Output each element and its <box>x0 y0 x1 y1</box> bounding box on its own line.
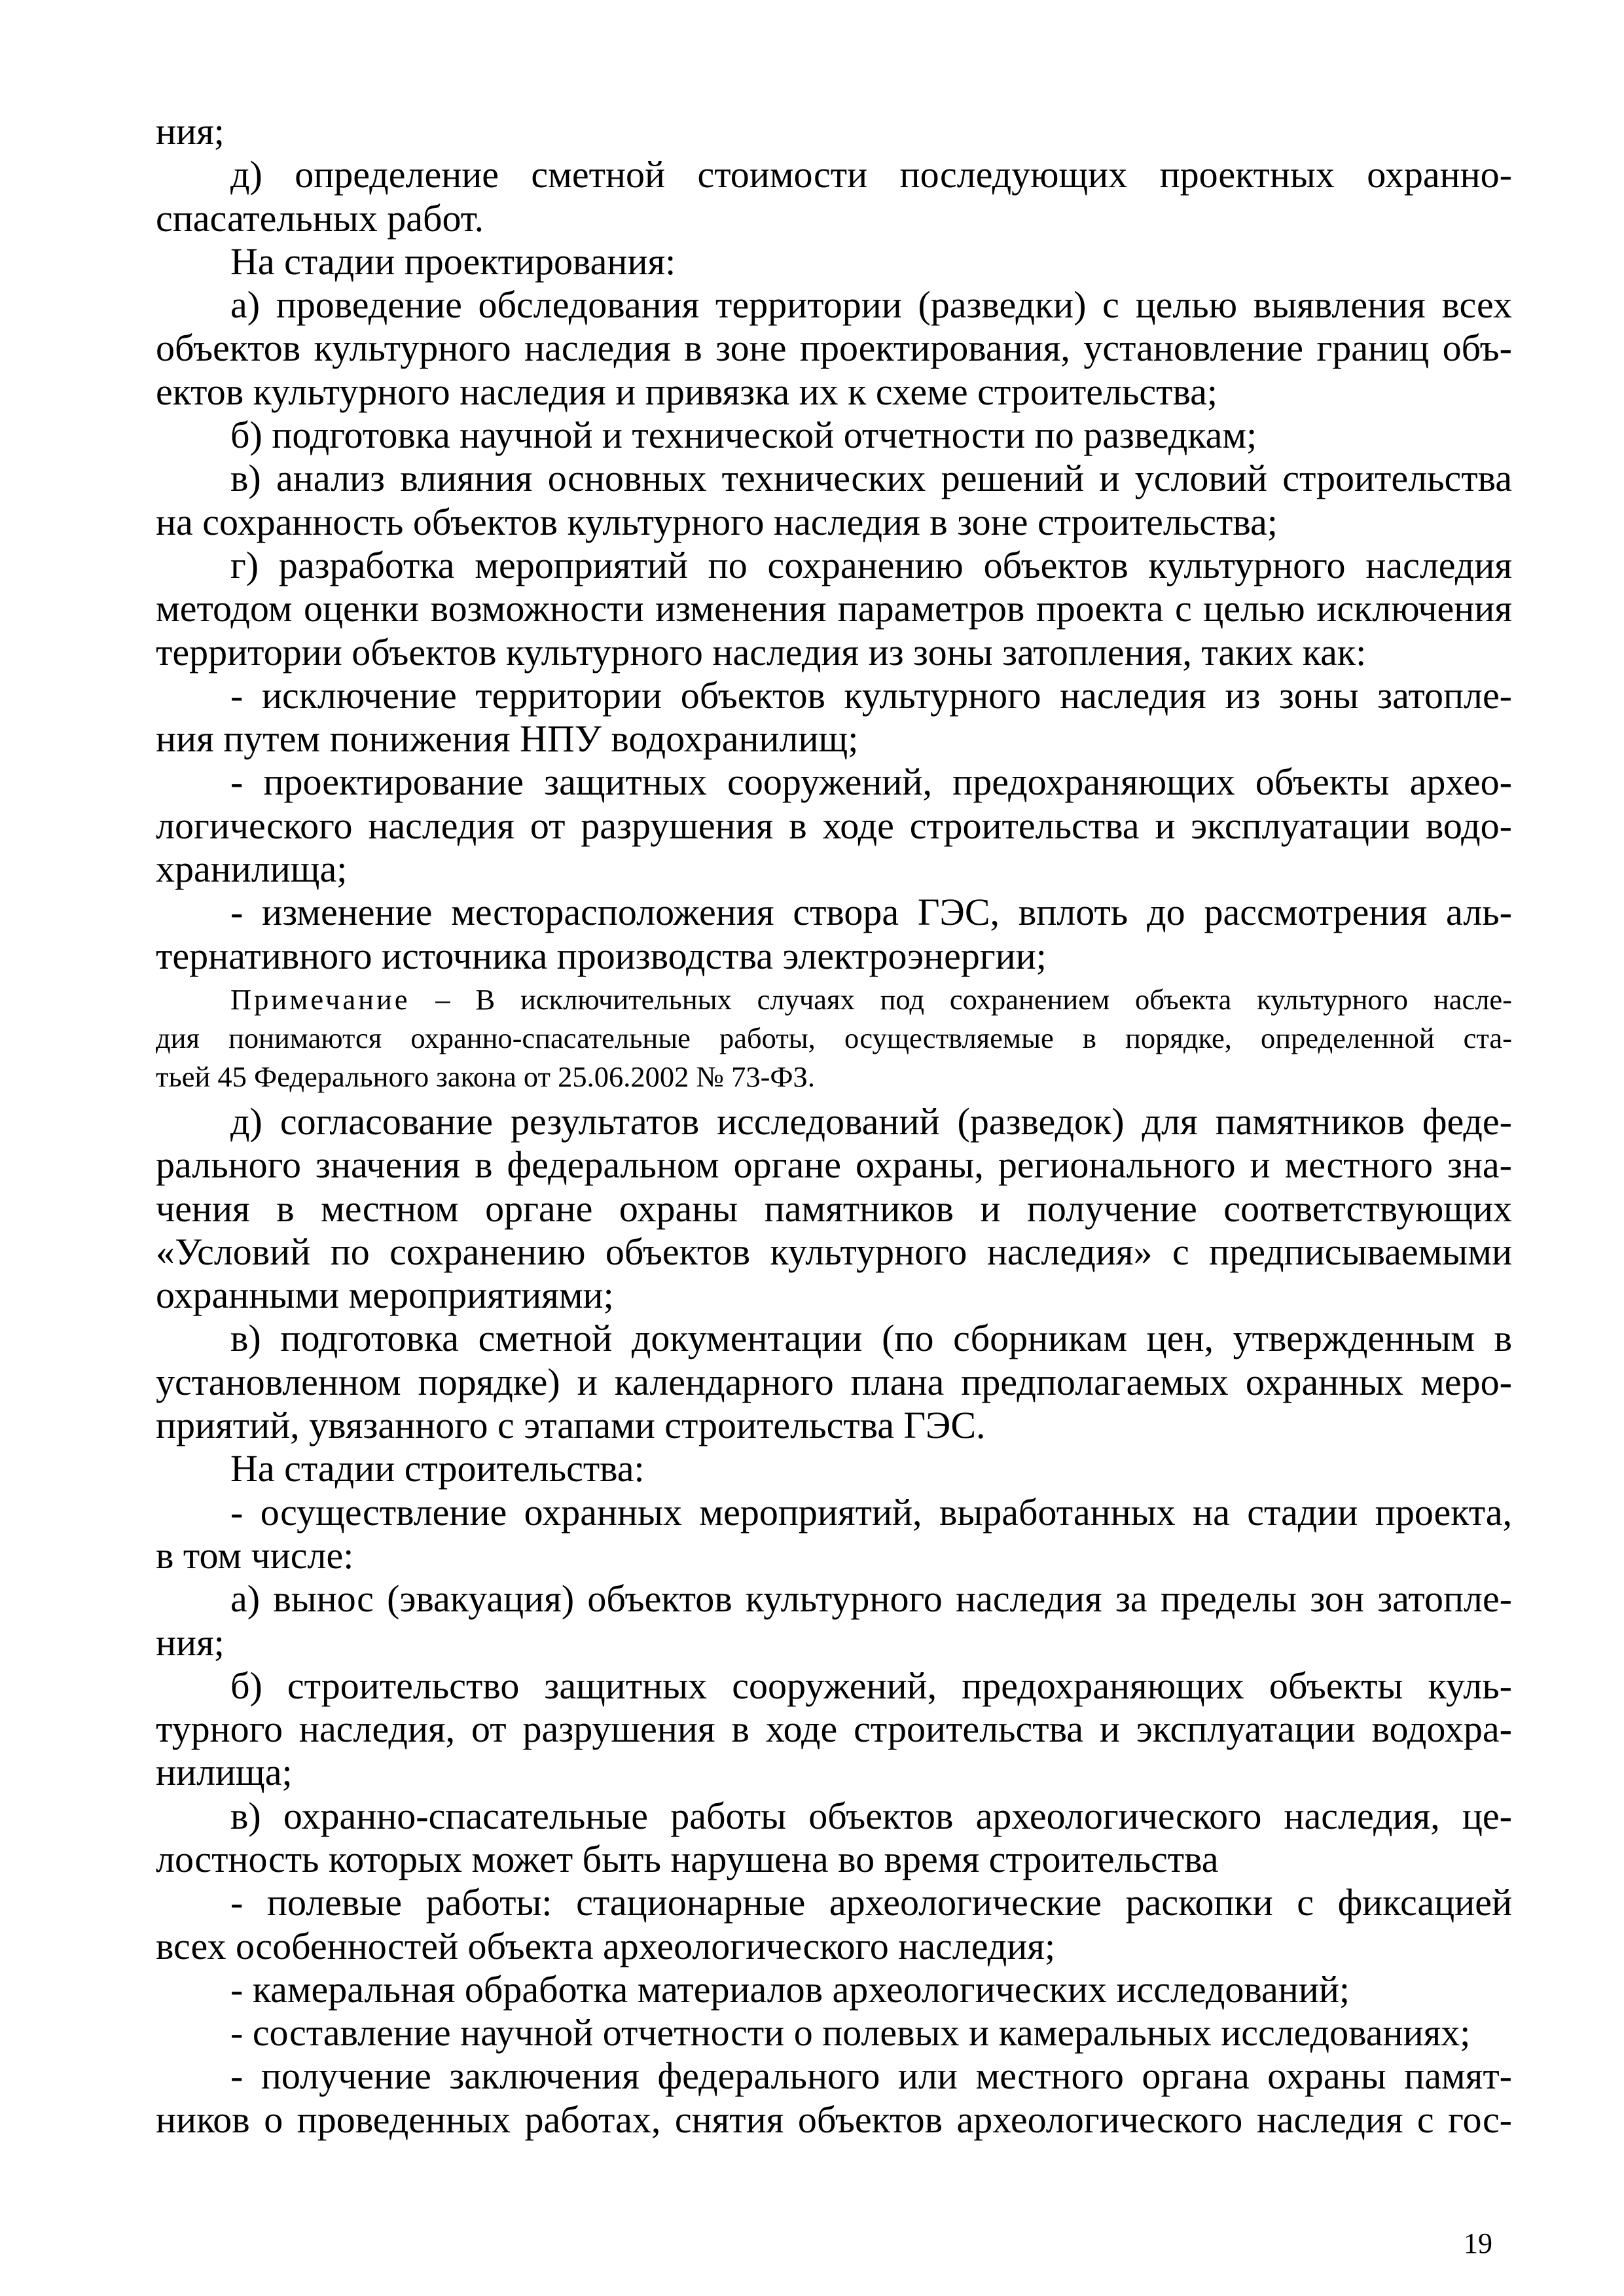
list-item: - проектирование защитных сооружений, предохраняющих объекты архео- <box>230 761 1512 804</box>
text-line: в том числе: <box>156 1534 354 1577</box>
list-item: - получение заключения федерального или местного органа охраны памят- <box>230 2054 1512 2098</box>
text-line: рального значения в федеральном органе охраны, регионального и местного зна- <box>156 1143 1512 1187</box>
text-line: «Условий по сохранению объектов культурного наследия» с предписываемыми <box>156 1230 1512 1273</box>
note-line: тьей 45 Федерального закона от 25.06.2002 № 73-ФЗ. <box>156 1060 815 1093</box>
text-block-before-note <box>156 110 1512 978</box>
text-line: территории объектов культурного наследия из зоны затопления, таких как: <box>156 630 1367 673</box>
text-line: г) разработка мероприятий по сохранению объектов культурного наследия <box>230 543 1512 586</box>
text-line: хранилища; <box>156 848 348 891</box>
text-line: ния путем понижения НПУ водохранилищ; <box>156 717 859 761</box>
list-item: - осуществление охранных мероприятий, выработанных на стадии проекта, <box>230 1490 1512 1534</box>
note-label: Примечание <box>230 982 410 1016</box>
text-line: а) вынос (эвакуация) объектов культурного наследия за пределы зон затопле- <box>230 1577 1512 1621</box>
section-heading-design-stage: На стадии проектирования: <box>230 240 676 283</box>
note-text: – В исключительных случаях под сохранением объекта культурного насле- <box>410 982 1512 1016</box>
text-line: б) строительство защитных сооружений, предохраняющих объекты куль- <box>230 1664 1512 1707</box>
list-item: - полевые работы: стационарные археологические раскопки с фиксацией <box>230 1881 1512 1924</box>
text-line: тернативного источника производства электроэнергии; <box>156 934 1047 977</box>
text-line: методом оценки возможности изменения параметров проекта с целью исключения <box>156 587 1512 630</box>
text-line: в) охранно-спасательные работы объектов археологического наследия, це- <box>230 1794 1512 1837</box>
text-line: логического наследия от разрушения в ходе строительства и эксплуатации водо- <box>156 804 1512 847</box>
text-line: турного наследия, от разрушения в ходе строительства и эксплуатации водохра- <box>156 1708 1512 1751</box>
page-body <box>156 110 1512 2142</box>
text-line: а) проведение обследования территории (разведки) с целью выявления всех <box>230 283 1512 327</box>
text-line: объектов культурного наследия в зоне проектирования, установление границ объ- <box>156 327 1512 370</box>
section-heading-construction-stage: На стадии строительства: <box>230 1447 645 1490</box>
text-line: спасательных работ. <box>156 196 484 240</box>
text-line: на сохранность объектов культурного наследия в зоне строительства; <box>156 500 1278 543</box>
list-item: - составление научной отчетности о полевых и камеральных исследованиях; <box>230 2011 1471 2054</box>
list-item: - камеральная обработка материалов археологических исследований; <box>230 1967 1350 2011</box>
text-line: нилища; <box>156 1751 293 1794</box>
text-line: установленном порядке) и календарного плана предполагаемых охранных меро- <box>156 1360 1512 1403</box>
text-block-after-note <box>156 1100 1512 2142</box>
text-line: лостность которых может быть нарушена во время строительства <box>156 1837 1219 1880</box>
text-line: чения в местном органе охраны памятников и получение соответствующих <box>156 1187 1512 1230</box>
text-line: всех особенностей объекта археологического наследия; <box>156 1924 1056 1967</box>
text-line: в) анализ влияния основных технических решений и условий строительства <box>230 457 1512 500</box>
text-line: б) подготовка научной и технической отчетности по разведкам; <box>230 414 1257 457</box>
text-line: ектов культурного наследия и привязка их к схеме строительства; <box>156 370 1218 413</box>
note-line <box>156 980 1512 1019</box>
text-line: д) определение сметной стоимости последующих проектных охранно- <box>230 153 1512 196</box>
list-item: - исключение территории объектов культурного наследия из зоны затопле- <box>230 673 1512 717</box>
note-line: дия понимаются охранно-спасательные работы, осуществляемые в порядке, определенной ста- <box>156 1021 1512 1054</box>
page-number: 19 <box>1464 2227 1492 2259</box>
text-line: ников о проведенных работах, снятия объектов археологического наследия с гос- <box>156 2098 1512 2141</box>
note-block <box>156 980 1512 1096</box>
text-line: д) согласование результатов исследований (разведок) для памятников феде- <box>230 1100 1512 1143</box>
text-line: охранными мероприятиями; <box>156 1274 614 1317</box>
text-line: приятий, увязанного с этапами строительства ГЭС. <box>156 1404 986 1447</box>
text-line: в) подготовка сметной документации (по сборникам цен, утвержденным в <box>230 1317 1512 1360</box>
list-item: - изменение месторасположения створа ГЭС, вплоть до рассмотрения аль- <box>230 891 1512 934</box>
text-line: ния; <box>156 1621 225 1664</box>
text-line: ния; <box>156 110 225 152</box>
